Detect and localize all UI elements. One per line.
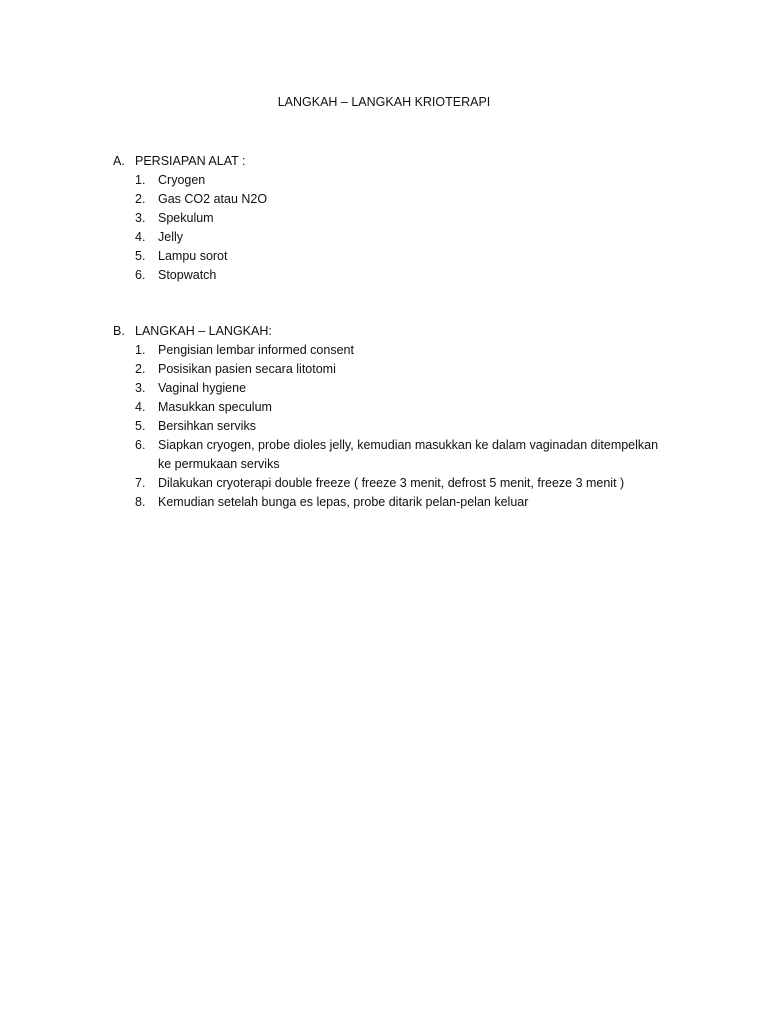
item-text: Spekulum [158,211,214,225]
item-text: Cryogen [158,173,206,187]
item-text: Siapkan cryogen, probe dioles jelly, kemudian masukkan ke dalam vaginadan ditempelkan ke permukaan serviks [158,438,659,471]
procedure-list [113,341,673,512]
equipment-list [113,171,673,285]
document-title: LANGKAH – LANGKAH KRIOTERAPI [277,95,491,109]
section-procedure-steps [113,322,673,512]
list-item [113,493,673,512]
section-equipment-preparation [113,152,673,285]
item-number: 3. [135,381,146,395]
section-heading [113,152,673,171]
item-number: 4. [135,400,146,414]
section-letter: B. [113,324,125,338]
list-item [113,228,673,247]
item-number: 8. [135,495,146,509]
item-number: 7. [135,476,146,490]
item-text: Dilakukan cryoterapi double freeze ( freeze 3 menit, defrost 5 menit, freeze 3 menit ) [158,476,625,490]
section-letter: A. [113,154,125,168]
list-item [113,171,673,190]
item-text: Posisikan pasien secara litotomi [158,362,336,376]
item-number: 5. [135,419,146,433]
item-number: 2. [135,362,146,376]
list-item [113,417,673,436]
item-text: Stopwatch [158,268,217,282]
list-item [113,209,673,228]
list-item [113,266,673,285]
item-number: 1. [135,343,146,357]
item-text: Masukkan speculum [158,400,272,414]
item-number: 5. [135,249,146,263]
item-number: 4. [135,230,146,244]
item-number: 1. [135,173,146,187]
section-label: LANGKAH – LANGKAH: [135,324,272,338]
item-number: 3. [135,211,146,225]
list-item [113,190,673,209]
item-number: 2. [135,192,146,206]
item-text: Lampu sorot [158,249,228,263]
list-item [113,360,673,379]
item-text: Kemudian setelah bunga es lepas, probe ditarik pelan-pelan keluar [158,495,529,509]
item-text: Jelly [158,230,184,244]
section-heading [113,322,673,341]
item-text: Pengisian lembar informed consent [158,343,354,357]
item-text: Bersihkan serviks [158,419,256,433]
list-item [113,379,673,398]
list-item [113,474,673,493]
list-item [113,247,673,266]
item-number: 6. [135,268,146,282]
list-item [113,436,673,474]
section-label: PERSIAPAN ALAT : [135,154,246,168]
item-number: 6. [135,438,146,452]
list-item [113,341,673,360]
item-text: Vaginal hygiene [158,381,247,395]
item-text: Gas CO2 atau N2O [158,192,268,206]
list-item [113,398,673,417]
